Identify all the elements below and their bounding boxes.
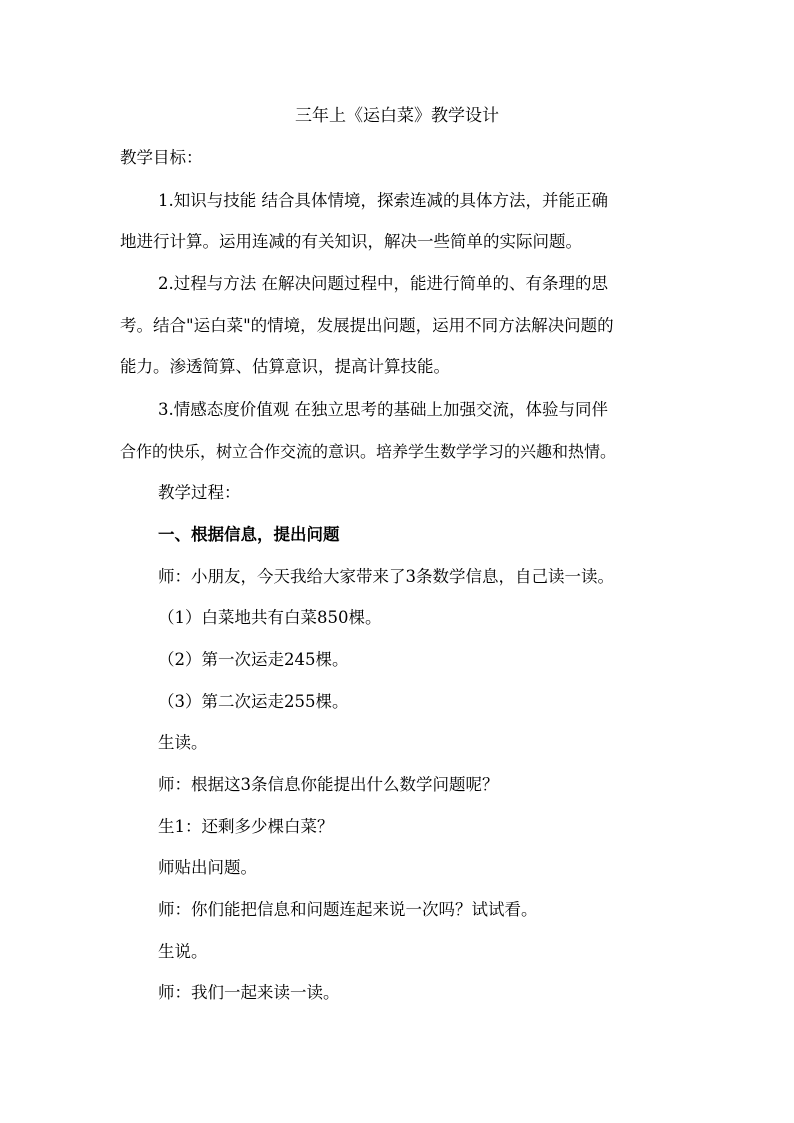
objective-2-line-2: 考。结合"运白菜"的情境，发展提出问题，运用不同方法解决问题的 — [120, 316, 614, 335]
paragraph-5: 师贴出问题。 — [158, 858, 257, 877]
objective-1-line-2: 地进行计算。运用连减的有关知识，解决一些简单的实际问题。 — [120, 232, 582, 251]
objective-1-line-1: 1.知识与技能 结合具体情境，探索连减的具体方法，并能正确 — [158, 191, 608, 210]
paragraph-1: 师：小朋友，今天我给大家带来了3条数学信息，自己读一读。 — [158, 567, 614, 586]
paragraph-3: 师：根据这3条信息你能提出什么数学问题呢？ — [158, 775, 499, 794]
objective-2-line-1: 2.过程与方法 在解决问题过程中，能进行简单的、有条理的思 — [158, 274, 608, 293]
objective-2-line-3: 能力。渗透简算、估算意识，提高计算技能。 — [120, 357, 450, 376]
paragraph-7: 生说。 — [158, 942, 208, 961]
objective-3-line-2: 合作的快乐，树立合作交流的意识。培养学生数学学习的兴趣和热情。 — [120, 442, 617, 461]
paragraph-4: 生1：还剩多少棵白菜？ — [158, 817, 334, 836]
section-1-heading: 一、根据信息，提出问题 — [158, 525, 340, 544]
information-item-2: （2）第一次运走245棵。 — [158, 650, 349, 669]
objectives-heading: 教学目标： — [120, 148, 203, 167]
objective-3-line-1: 3.情感态度价值观 在独立思考的基础上加强交流，体验与同伴 — [158, 400, 608, 419]
process-heading: 教学过程： — [158, 483, 241, 502]
information-item-3: （3）第二次运走255棵。 — [158, 692, 349, 711]
paragraph-6: 师：你们能把信息和问题连起来说一次吗？试试看。 — [158, 900, 538, 919]
information-item-1: （1）白菜地共有白菜850棵。 — [158, 608, 382, 627]
document-title: 三年上《运白菜》教学设计 — [295, 106, 499, 126]
paragraph-2: 生读。 — [158, 733, 208, 752]
paragraph-8: 师：我们一起来读一读。 — [158, 983, 340, 1002]
